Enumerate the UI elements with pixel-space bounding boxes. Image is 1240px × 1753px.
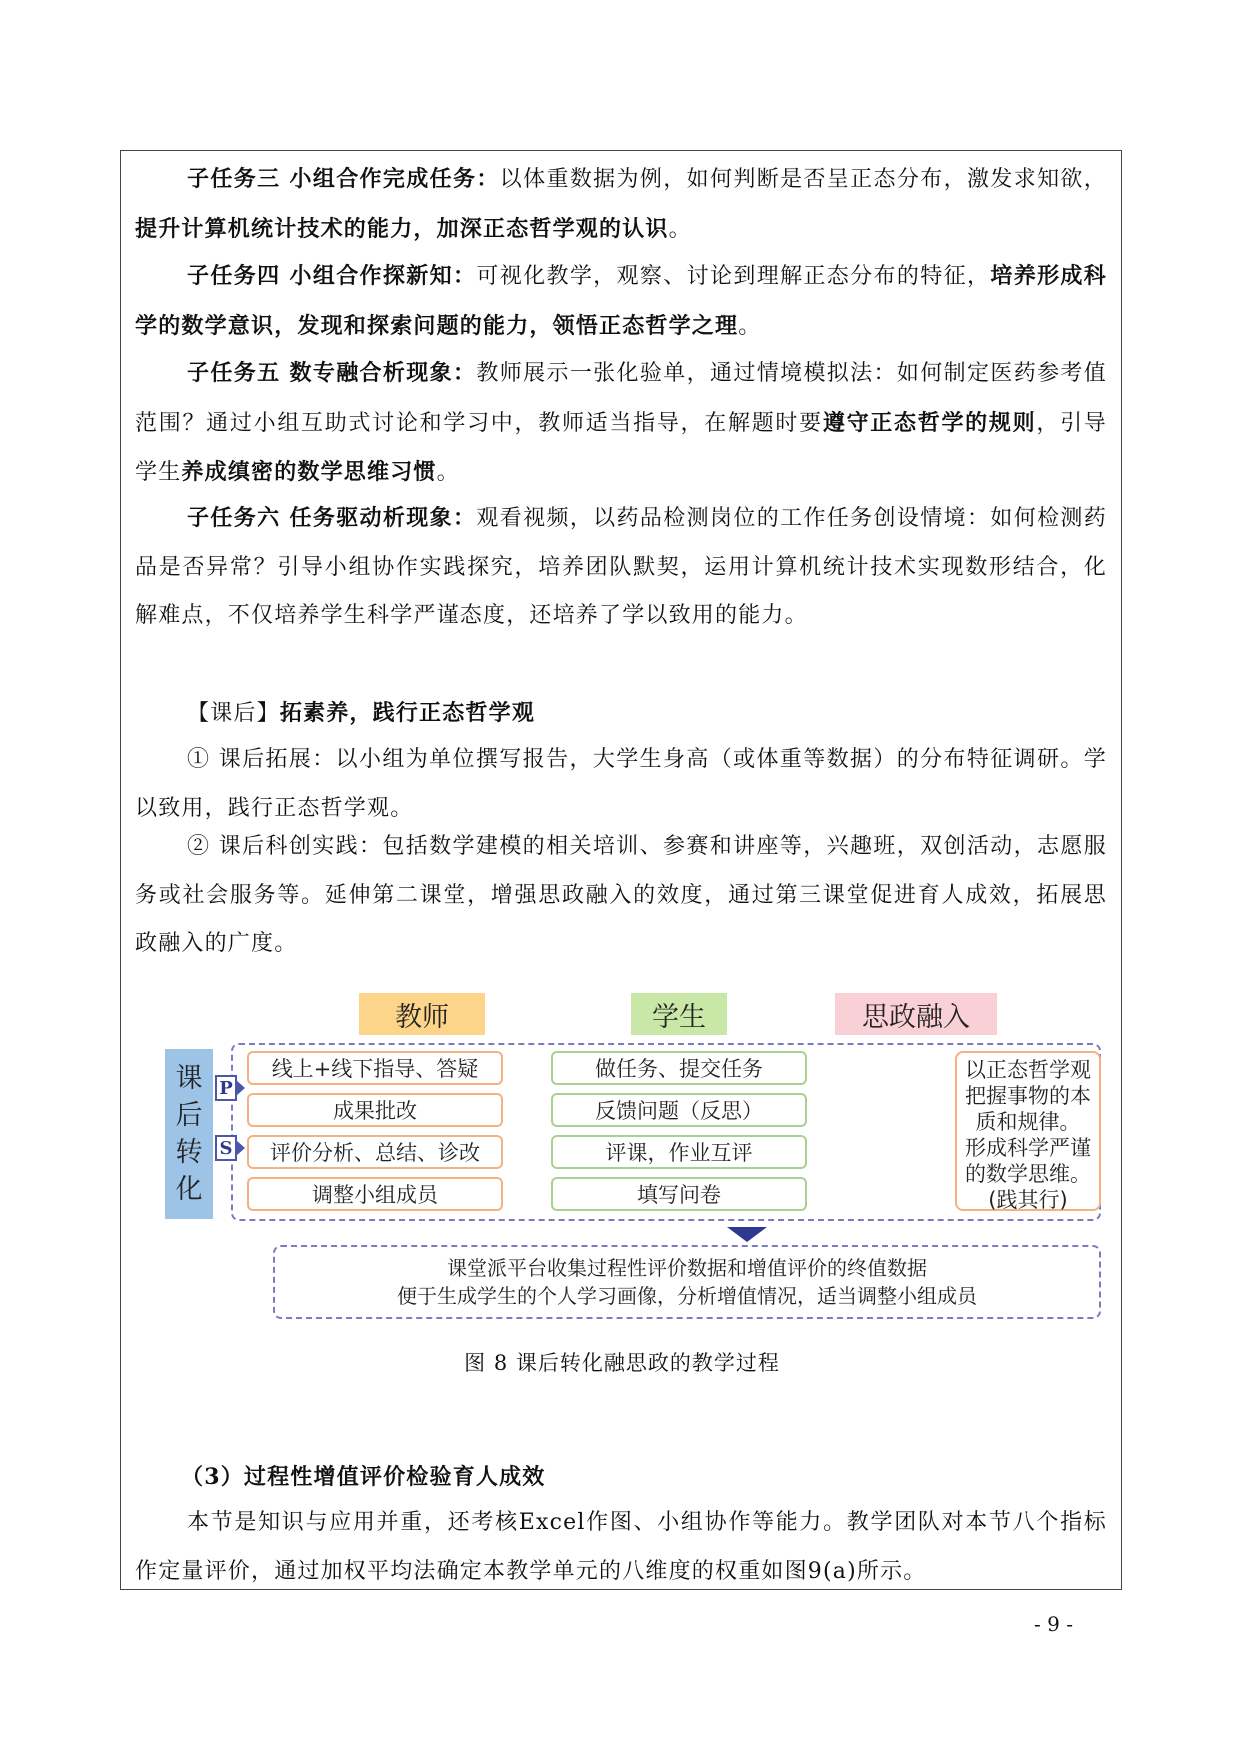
after-class-diagram [165,993,1091,1338]
section-3-heading: （3）过程性增值评价检验育人成效 [181,1464,546,1490]
content-frame [120,150,1122,1590]
side-char: 课 [175,1063,203,1094]
student-item: 评课，作业互评 [551,1135,807,1169]
s-marker: S [215,1135,237,1161]
student-item: 做任务、提交任务 [551,1051,807,1085]
paragraph-section-3: 本节是知识与应用并重，还考核Excel作图、小组协作等能力。教学团队对本节八个指标作定量评价，通过加权平均法确定本教学单元的八维度的权重如图9(a)所示。 [135,1510,1107,1584]
header-student: 学生 [631,993,727,1035]
paragraph-item-1: ① 课后拓展：以小组为单位撰写报告，大学生身高（或体重等数据）的分布特征调研。学以致用，践行正态哲学观。 [135,747,1107,821]
page-number: - 9 - [1034,1612,1073,1636]
figure-caption: 图 8 课后转化融思政的教学过程 [464,1351,780,1375]
teacher-item: 评价分析、总结、诊改 [247,1135,503,1169]
bottom-text-box [273,1245,1101,1319]
sizheng-line: 质和规律。 [975,1110,1081,1134]
header-sizheng: 思政融入 [835,993,997,1035]
teacher-item: 线上+线下指导、答疑 [247,1051,503,1085]
teacher-item: 调整小组成员 [247,1177,503,1211]
bottom-line: 便于生成学生的个人学习画像，分析增值情况，适当调整小组成员 [397,1284,977,1308]
side-char: 转 [175,1137,203,1168]
sizheng-line: 以正态哲学观 [965,1058,1091,1082]
sizheng-line: 把握事物的本 [965,1084,1091,1108]
sizheng-line: 形成科学严谨 [965,1136,1091,1160]
bottom-line: 课堂派平台收集过程性评价数据和增值评价的终值数据 [447,1256,927,1280]
heading-after-class: 【课后】拓素养，践行正态哲学观 [187,700,536,726]
paragraph-subtask-3: 子任务三 小组合作完成任务：以体重数据为例，如何判断是否呈正态分布，激发求知欲，提升计算机统计技术的能力，加深正态哲学观的认识。 [135,166,1107,242]
sizheng-box [955,1051,1101,1211]
paragraph-subtask-4: 子任务四 小组合作探新知：可视化教学，观察、讨论到理解正态分布的特征，培养形成科学的数学意识，发现和探索问题的能力，领悟正态哲学之理。 [135,263,1107,339]
teacher-item: 成果批改 [247,1093,503,1127]
paragraph-subtask-5: 子任务五 数专融合析现象：教师展示一张化验单，通过情境模拟法：如何制定医药参考值范围？通过小组互助式讨论和学习中，教师适当指导，在解题时要遵守正态哲学的规则，引导学生养成缜密的数学思维习惯。 [135,360,1107,485]
sizheng-line: 的数学思维。 [965,1162,1091,1186]
down-arrow-icon [727,1227,767,1242]
paragraph-item-2: ② 课后科创实践：包括数学建模的相关培训、参赛和讲座等，兴趣班，双创活动，志愿服务或社会服务等。延伸第二课堂，增强思政融入的效度，通过第三课堂促进育人成效，拓展思政融入的广度。 [135,834,1107,956]
side-char: 后 [175,1100,203,1131]
sizheng-line: (践其行) [988,1188,1068,1212]
student-item: 填写问卷 [551,1177,807,1211]
student-item: 反馈问题（反思） [551,1093,807,1127]
side-char: 化 [175,1174,203,1205]
paragraph-subtask-6: 子任务六 任务驱动析现象：观看视频，以药品检测岗位的工作任务创设情境：如何检测药品是否异常？引导小组协作实践探究，培养团队默契，运用计算机统计技术实现数形结合，化解难点，不仅培养学生科学严谨态度，还培养了学以致用的能力。 [135,505,1107,628]
side-label-after-class [165,1049,213,1219]
p-marker: P [215,1075,237,1101]
header-teacher: 教师 [359,993,485,1035]
